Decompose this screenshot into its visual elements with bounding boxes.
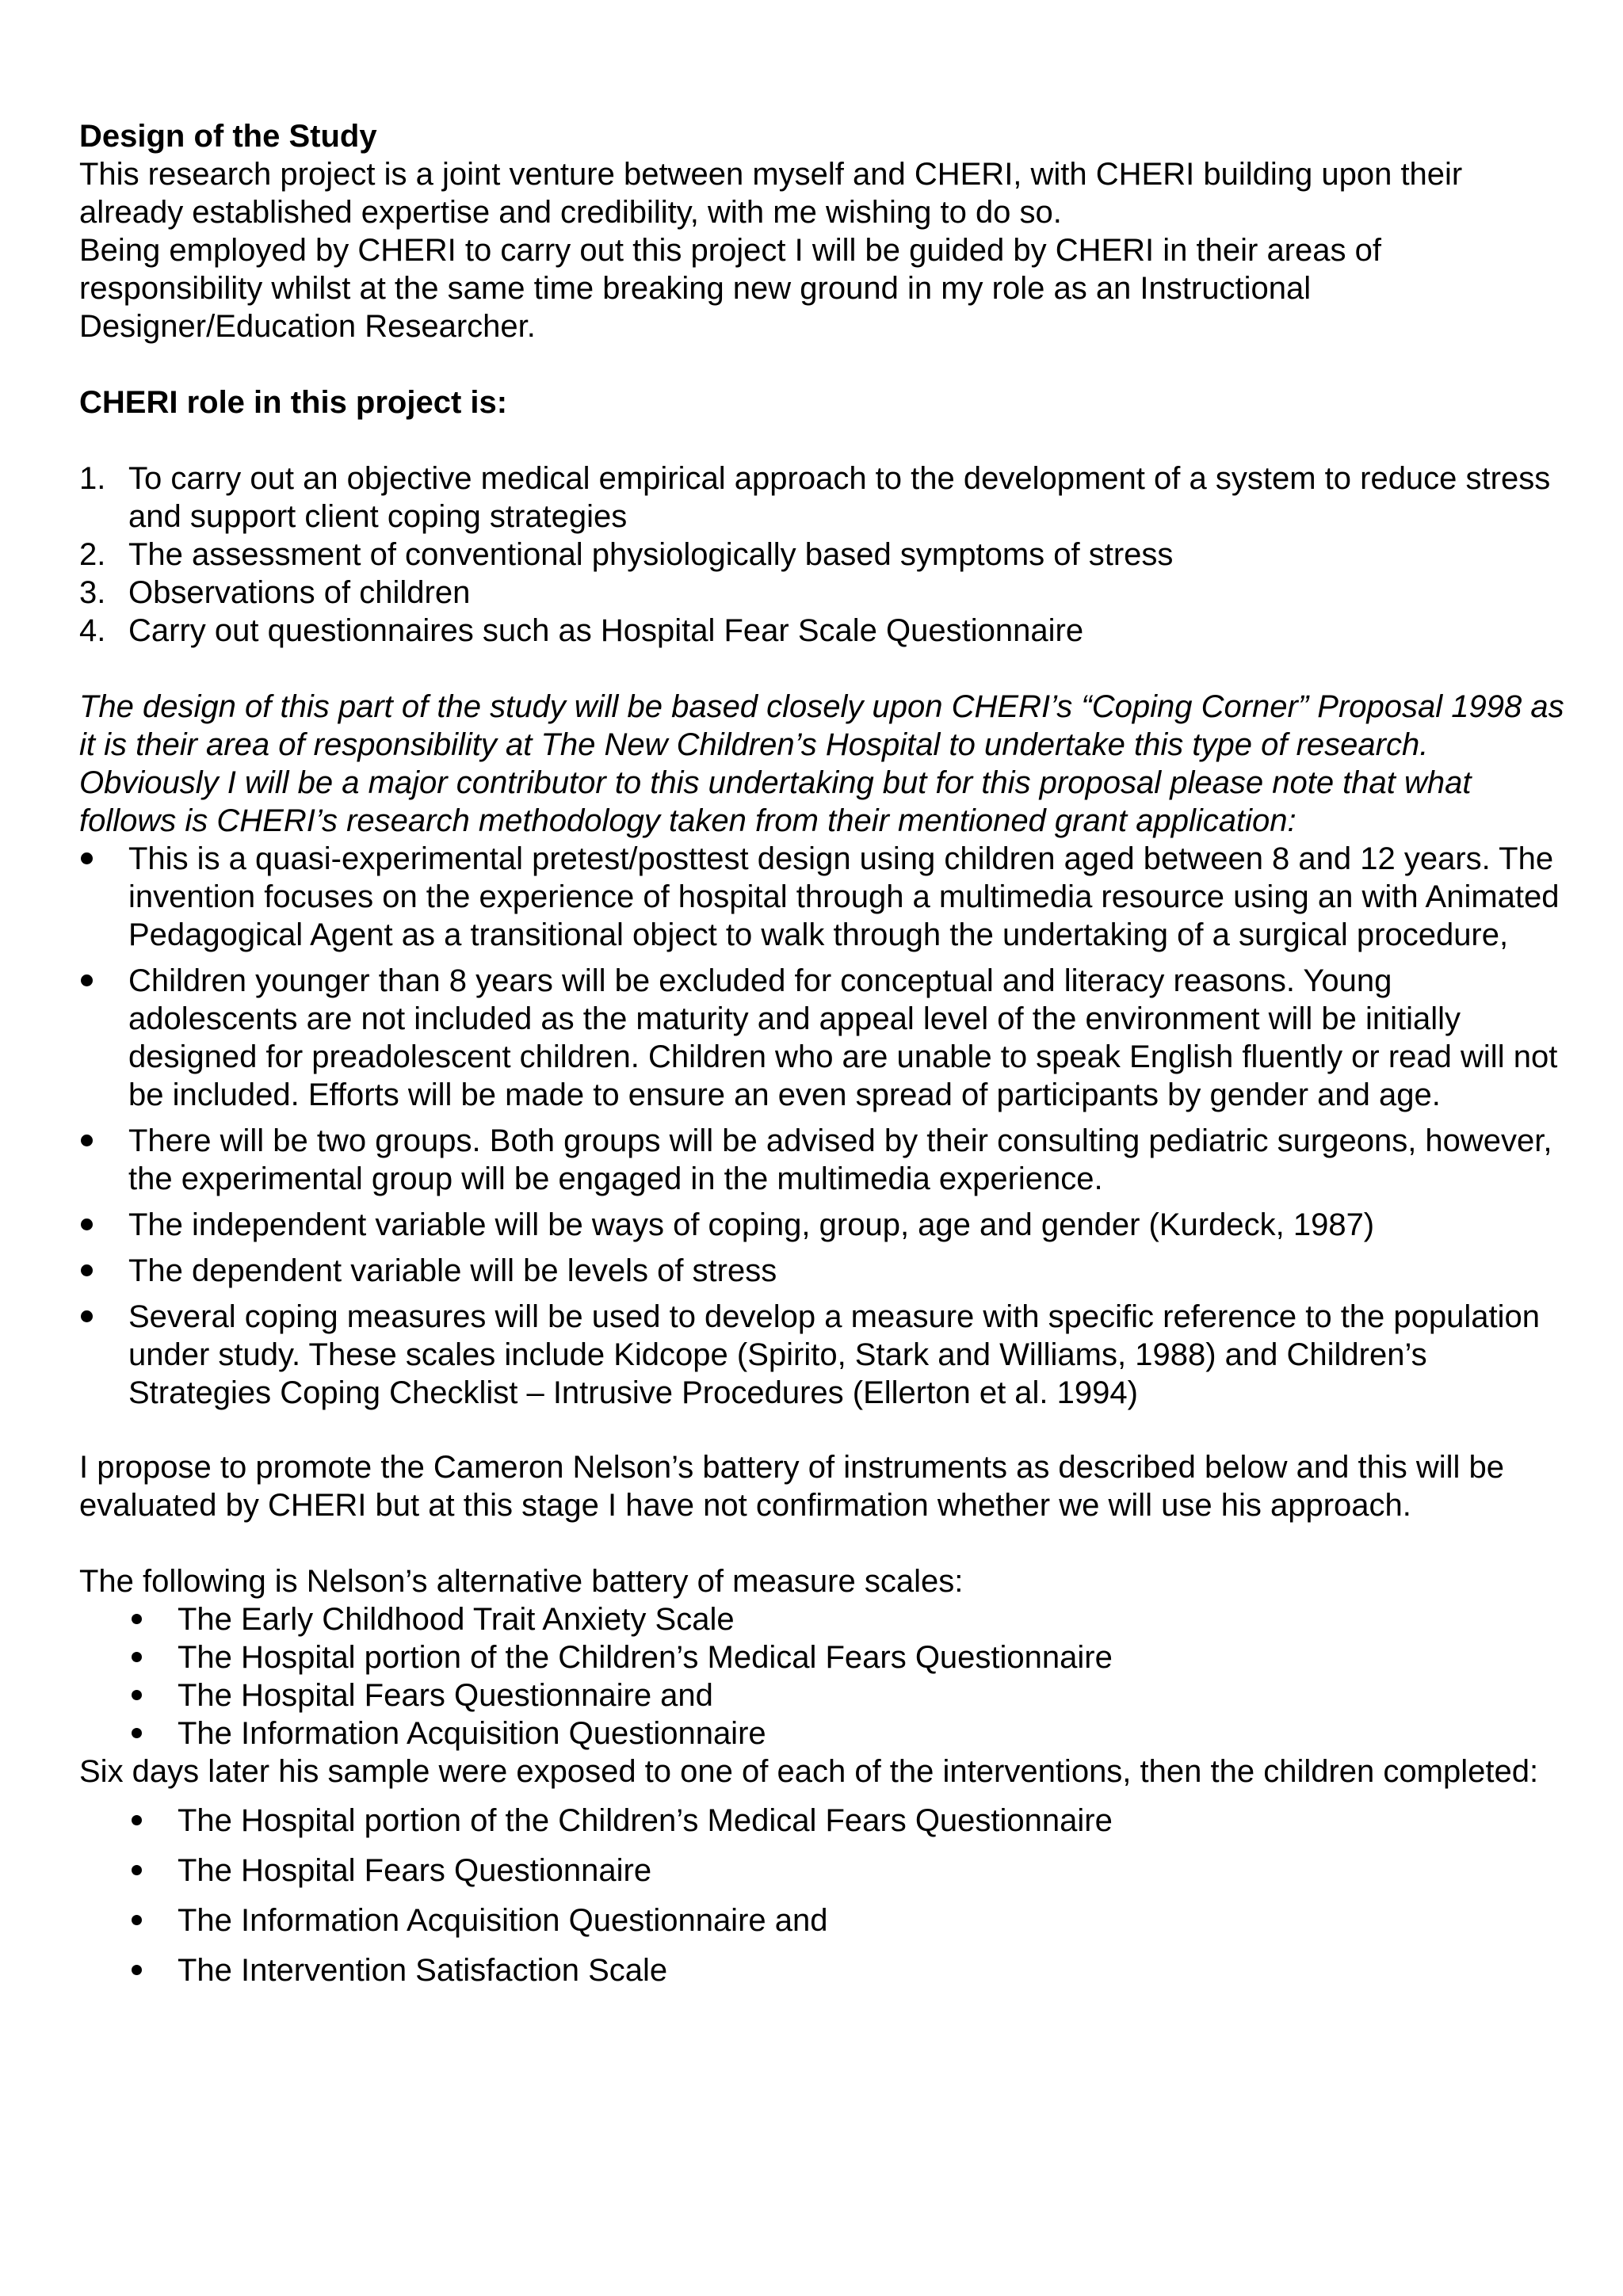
bullet-icon (81, 974, 93, 986)
bullet-icon (81, 1135, 93, 1146)
bullet-icon (132, 1915, 142, 1925)
list-item (79, 1951, 1569, 1989)
list-item-text: The dependent variable will be levels of stress (128, 1253, 777, 1288)
list-item (79, 1802, 1569, 1840)
list-number: 2. (79, 537, 106, 572)
methodology-intro: The design of this part of the study will be based closely upon CHERI’s “Coping Corner” Proposal 1998 as it is their area of responsibility at The New Children’s Hospital to undertake this type of research. Obviously I will be a major contributor to this undertaking but for this proposal please note that what follows is CHERI’s research methodology taken from their mentioned grant application: (79, 689, 1564, 838)
paragraph-joint-venture: This research project is a joint venture between myself and CHERI, with CHERI building upon their already established expertise and credibility, with me wishing to do so. (79, 157, 1463, 230)
list-number: 1. (79, 461, 106, 496)
list-item-text: The assessment of conventional physiologically based symptoms of stress (128, 537, 1174, 572)
methodology-bullet-list (79, 840, 1569, 1412)
list-item-text: Several coping measures will be used to develop a measure with specific reference to the population under study. These scales include Kidcope (Spirito, Stark and Williams, 1988) and Children’s Strategies Coping Checklist – Intrusive Procedures (Ellerton et al. 1994) (128, 1299, 1541, 1410)
paragraph-proposal: I propose to promote the Cameron Nelson’s battery of instruments as described below and this will be evaluated by CHERI but at this stage I have not confirmation whether we will use his approach. (79, 1450, 1504, 1523)
paragraph-employment: Being employed by CHERI to carry out this project I will be guided by CHERI in their areas of responsibility whilst at the same time breaking new ground in my role as an Instructional Designer/Education Researcher. (79, 233, 1381, 344)
bullet-icon (81, 852, 93, 864)
bullet-icon (81, 1264, 93, 1276)
list-item-text: The Hospital portion of the Children’s Medical Fears Questionnaire (178, 1803, 1113, 1838)
list-item-text: There will be two groups. Both groups will be advised by their consulting pediatric surgeons, however, the experimental group will be engaged in the multimedia experience. (128, 1123, 1552, 1196)
list-item (79, 1122, 1569, 1198)
bullet-icon (81, 1219, 93, 1230)
list-item-text: To carry out an objective medical empirical approach to the development of a system to reduce stress and support client coping strategies (128, 461, 1551, 534)
bullet-icon (132, 1614, 142, 1624)
cheri-role-list (79, 460, 1569, 650)
list-item (79, 962, 1569, 1114)
list-item-text: The Information Acquisition Questionnaire (178, 1716, 766, 1751)
bullet-icon (132, 1965, 142, 1975)
bullet-icon (132, 1865, 142, 1875)
list-item-text: Children younger than 8 years will be excluded for conceptual and literacy reasons. Young adolescents are not included as the maturity and appeal level of the environment will be initially designed for preadolescent children. Children who are unable to speak English fluently or read will not be included. Efforts will be made to ensure an even spread of participants by gender and age. (128, 963, 1558, 1112)
list-item (79, 1676, 1569, 1714)
section-heading-cheri-role: CHERI role in this project is: (79, 385, 508, 420)
bullet-icon (132, 1815, 142, 1825)
list-item (79, 536, 1569, 574)
list-number: 3. (79, 575, 106, 610)
list-item (79, 1298, 1569, 1412)
list-item (79, 840, 1569, 954)
list-item (79, 612, 1569, 650)
list-item-text: The Hospital portion of the Children’s Medical Fears Questionnaire (178, 1640, 1113, 1675)
list-item-text: The independent variable will be ways of coping, group, age and gender (Kurdeck, 1987) (128, 1207, 1375, 1242)
nelson-scales-list (79, 1600, 1569, 1753)
list-item (79, 1638, 1569, 1676)
list-item-text: The Early Childhood Trait Anxiety Scale (178, 1602, 735, 1637)
bullet-icon (132, 1652, 142, 1662)
list-item-text: Observations of children (128, 575, 471, 610)
list-number: 4. (79, 613, 106, 648)
list-item-text: The Information Acquisition Questionnaire and (178, 1903, 828, 1938)
list-item (79, 1252, 1569, 1290)
list-item (79, 460, 1569, 536)
list-item (79, 574, 1569, 612)
list-item-text: Carry out questionnaires such as Hospital Fear Scale Questionnaire (128, 613, 1084, 648)
bullet-icon (132, 1690, 142, 1700)
list-item (79, 1852, 1569, 1890)
list-item (79, 1206, 1569, 1244)
nelson-intro: The following is Nelson’s alternative battery of measure scales: (79, 1564, 964, 1599)
list-item-text: The Intervention Satisfaction Scale (178, 1953, 668, 1988)
list-item (79, 1600, 1569, 1638)
list-item-text: The Hospital Fears Questionnaire and (178, 1678, 713, 1713)
nelson-after: Six days later his sample were exposed to one of each of the interventions, then the children completed: (79, 1754, 1539, 1789)
section-heading-design: Design of the Study (79, 119, 377, 154)
document-page (79, 117, 1569, 2001)
nelson-completed-list (79, 1802, 1569, 1989)
list-item (79, 1901, 1569, 1939)
bullet-icon (132, 1728, 142, 1738)
list-item-text: The Hospital Fears Questionnaire (178, 1853, 652, 1888)
list-item-text: This is a quasi-experimental pretest/posttest design using children aged between 8 and 12 years. The invention focuses on the experience of hospital through a multimedia resource using an with Animated Pedagogical Agent as a transitional object to walk through the undertaking of a surgical procedure, (128, 841, 1560, 952)
list-item (79, 1714, 1569, 1753)
bullet-icon (81, 1310, 93, 1322)
